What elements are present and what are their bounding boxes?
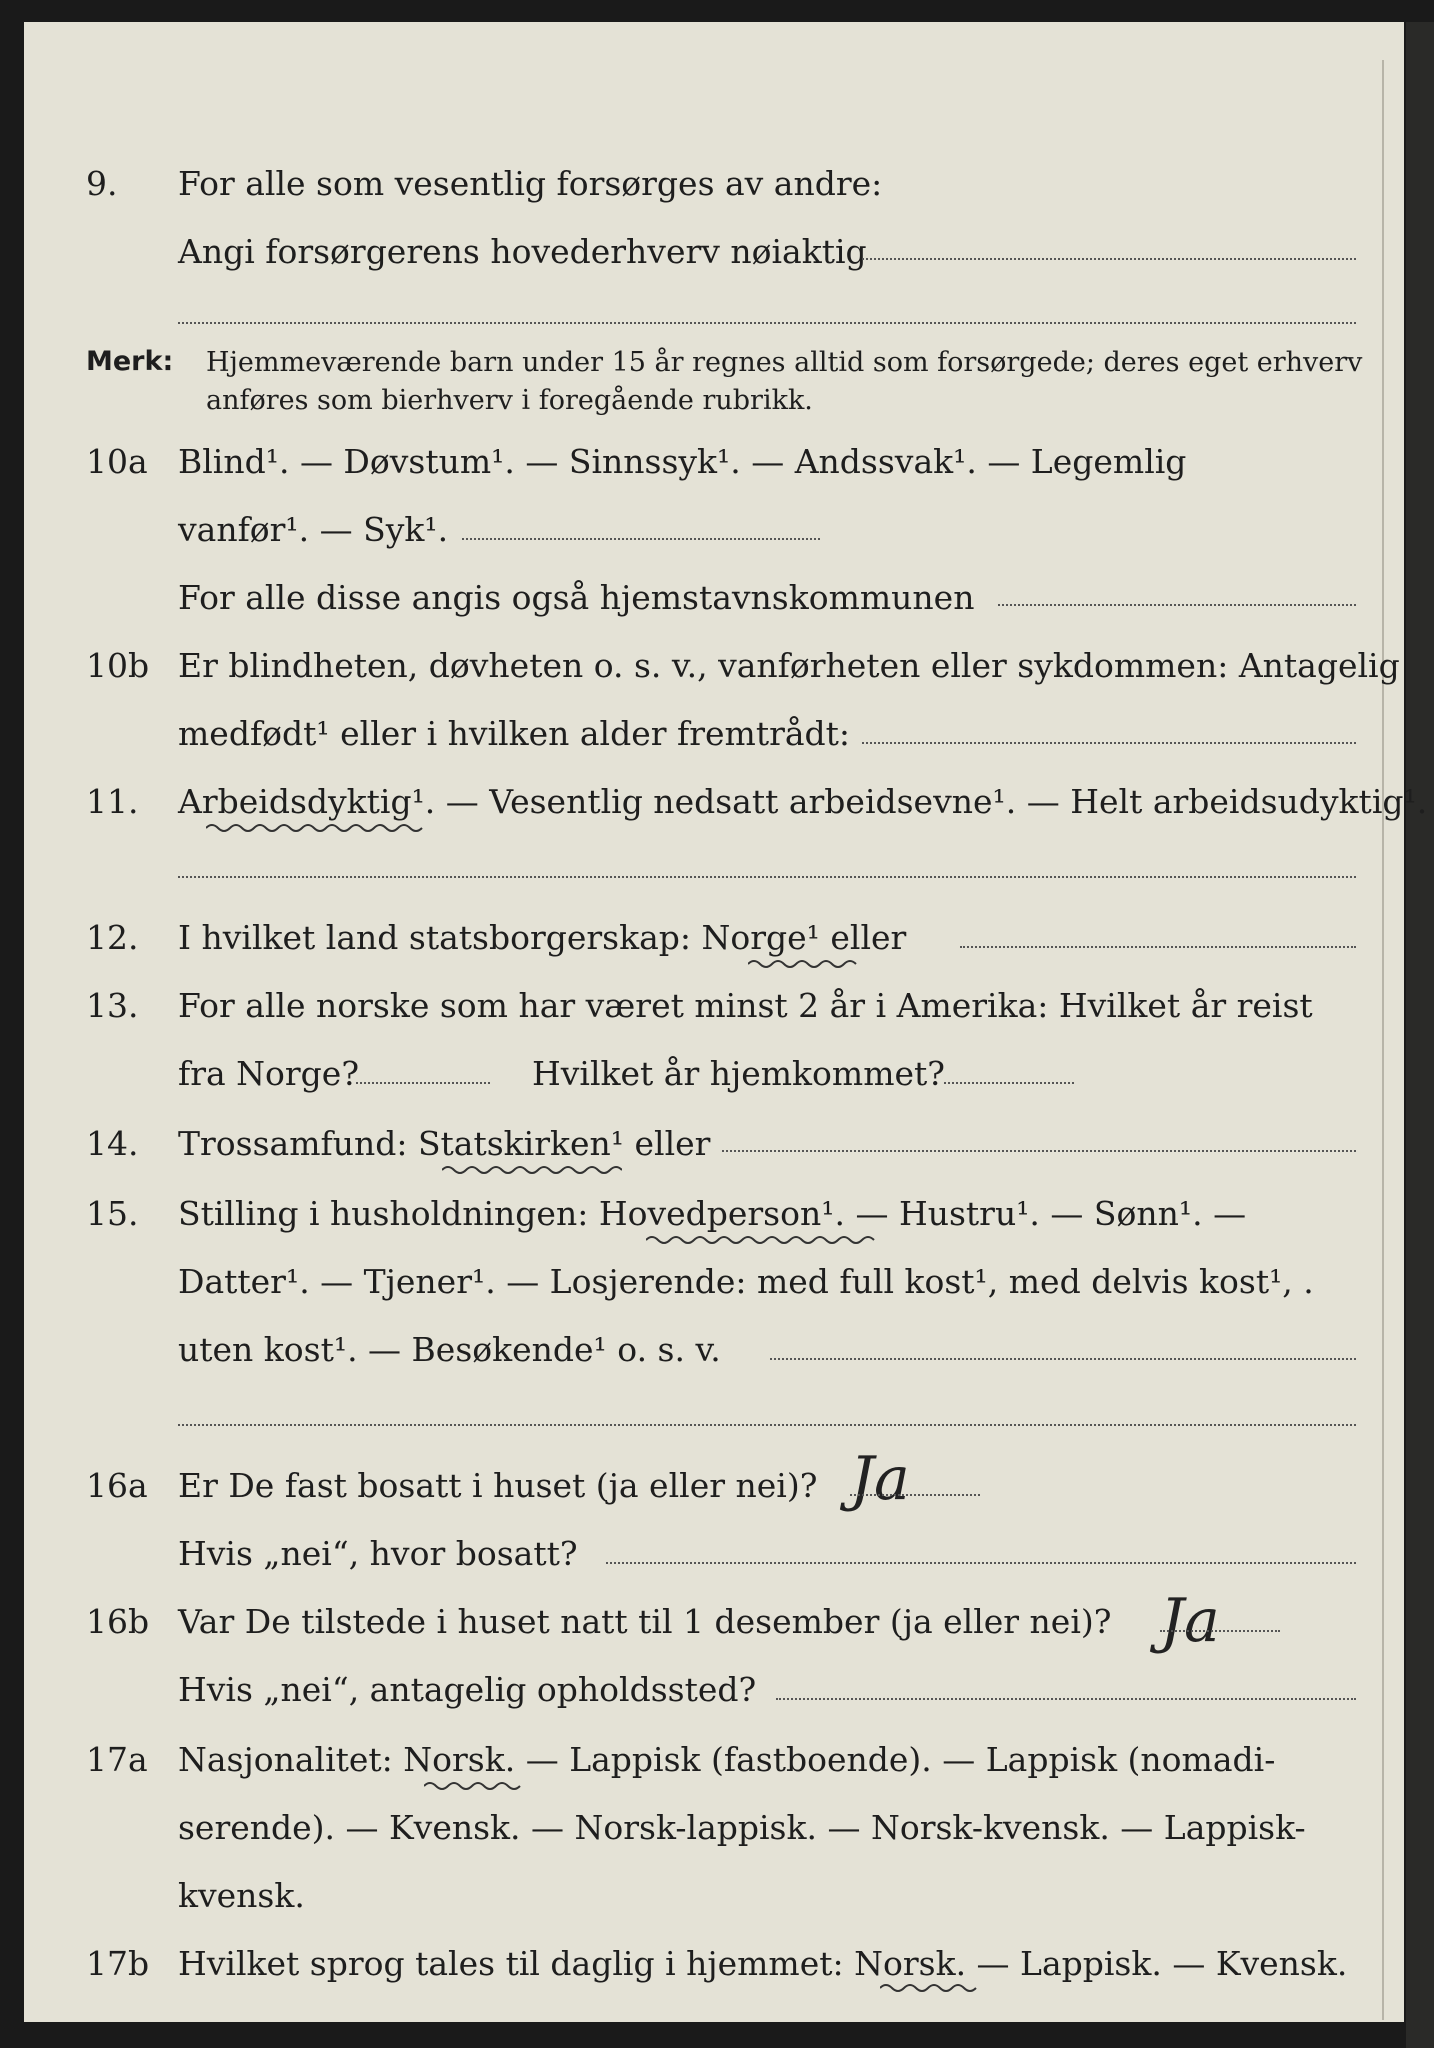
household-position-line[interactable] bbox=[770, 1358, 1356, 1360]
item-10b-question-cont: medfødt¹ eller i hvilken alder fremtrådt: bbox=[178, 714, 851, 753]
onset-age-line[interactable] bbox=[862, 742, 1356, 744]
item-number-12: 12. bbox=[86, 918, 139, 957]
item-17a-nationality-cont-2: kvensk. bbox=[178, 1876, 305, 1915]
item-17b-language: Hvilket sprog tales til daglig i hjemmet: Norsk. — Lappisk. — Kvensk. bbox=[178, 1944, 1348, 1983]
item-13-america: For alle norske som har været minst 2 år i Amerika: Hvilket år reist bbox=[178, 986, 1313, 1025]
item-number-10a: 10a bbox=[86, 442, 148, 481]
work-ability-line[interactable] bbox=[178, 876, 1356, 878]
underline-mark-norge bbox=[748, 958, 868, 972]
item-9-provider-prompt: Angi forsørgerens hovederhverv nøiaktig bbox=[178, 232, 867, 271]
underline-mark-norsk-language bbox=[880, 1982, 980, 1994]
item-number-10b: 10b bbox=[86, 646, 150, 685]
item-17a-nationality: Nasjonalitet: Norsk. — Lappisk (fastboende). — Lappisk (nomadi- bbox=[178, 1740, 1276, 1779]
item-number-16a: 16a bbox=[86, 1466, 148, 1505]
note-label: Merk: bbox=[86, 346, 174, 377]
item-12-citizenship: I hvilket land statsborgerskap: Norge¹ eller bbox=[178, 918, 907, 957]
provider-answer-line-2[interactable] bbox=[178, 322, 1356, 324]
religion-line[interactable] bbox=[722, 1150, 1356, 1152]
item-17a-nationality-cont: serende). — Kvensk. — Norsk-lappisk. — Norsk-kvensk. — Lappisk- bbox=[178, 1808, 1306, 1847]
item-16b-location-prompt: Hvis „nei“, antagelig opholdssted? bbox=[178, 1670, 757, 1709]
item-number-15: 15. bbox=[86, 1194, 139, 1233]
page-edge-line bbox=[1382, 60, 1384, 2020]
handwritten-answer-16b: Ja bbox=[1160, 1586, 1220, 1656]
underline-mark-arbeidsdyktig bbox=[206, 822, 426, 834]
home-municipality-line[interactable] bbox=[998, 604, 1356, 606]
underline-mark-statskirken bbox=[442, 1164, 622, 1176]
item-10a-conditions: Blind¹. — Døvstum¹. — Sinnssyk¹. — Andssvak¹. — Legemlig bbox=[178, 442, 1187, 481]
item-9-question: For alle som vesentlig forsørges av andre: bbox=[178, 164, 883, 203]
item-number-13: 13. bbox=[86, 986, 139, 1025]
item-13-return-prompt: Hvilket år hjemkommet? bbox=[532, 1054, 945, 1093]
item-10a-home-municipality-prompt: For alle disse angis også hjemstavnskommunen bbox=[178, 578, 975, 617]
item-16a-residence-prompt: Hvis „nei“, hvor bosatt? bbox=[178, 1534, 578, 1573]
item-10a-conditions-cont: vanfør¹. — Syk¹. bbox=[178, 510, 449, 549]
citizenship-line[interactable] bbox=[960, 946, 1356, 948]
stay-location-line[interactable] bbox=[776, 1698, 1356, 1700]
residence-answer-line[interactable] bbox=[850, 1494, 980, 1496]
item-15-household-position-cont-2: uten kost¹. — Besøkende¹ o. s. v. bbox=[178, 1330, 721, 1369]
household-position-line-2[interactable] bbox=[178, 1424, 1356, 1426]
item-13-departure-prompt: fra Norge? bbox=[178, 1054, 360, 1093]
condition-answer-line[interactable] bbox=[462, 538, 820, 540]
item-number-17a: 17a bbox=[86, 1740, 148, 1779]
item-16b-presence: Var De tilstede i huset natt til 1 desember (ja eller nei)? bbox=[178, 1602, 1112, 1641]
item-14-religion: Trossamfund: Statskirken¹ eller bbox=[178, 1124, 711, 1163]
item-11-work-ability: Arbeidsdyktig¹. — Vesentlig nedsatt arbeidsevne¹. — Helt arbeidsudyktig¹. bbox=[178, 782, 1428, 821]
item-number-17b: 17b bbox=[86, 1944, 150, 1983]
handwritten-answer-16a: Ja bbox=[850, 1444, 910, 1514]
underline-mark-hovedperson bbox=[646, 1234, 876, 1246]
item-number-9: 9. bbox=[86, 164, 118, 203]
departure-year-line[interactable] bbox=[356, 1082, 490, 1084]
presence-answer-line[interactable] bbox=[1160, 1630, 1280, 1632]
item-number-16b: 16b bbox=[86, 1602, 150, 1641]
item-15-household-position: Stilling i husholdningen: Hovedperson¹. — Hustru¹. — Sønn¹. — bbox=[178, 1194, 1247, 1233]
item-10b-question: Er blindheten, døvheten o. s. v., vanførheten eller sykdommen: Antagelig bbox=[178, 646, 1400, 685]
note-text-2: anføres som bierhverv i foregående rubrikk. bbox=[206, 385, 813, 416]
note-text-1: Hjemmeværende barn under 15 år regnes alltid som forsørgede; deres eget erhverv bbox=[206, 347, 1363, 378]
underline-mark-norsk bbox=[424, 1780, 524, 1792]
item-15-household-position-cont: Datter¹. — Tjener¹. — Losjerende: med full kost¹, med delvis kost¹, . bbox=[178, 1262, 1314, 1301]
residence-location-line[interactable] bbox=[606, 1562, 1356, 1564]
item-16a-residence: Er De fast bosatt i huset (ja eller nei)? bbox=[178, 1466, 818, 1505]
item-number-11: 11. bbox=[86, 782, 139, 821]
provider-answer-line[interactable] bbox=[862, 258, 1356, 260]
item-number-14: 14. bbox=[86, 1124, 139, 1163]
return-year-line[interactable] bbox=[944, 1082, 1074, 1084]
scan-border bbox=[1406, 22, 1434, 2048]
